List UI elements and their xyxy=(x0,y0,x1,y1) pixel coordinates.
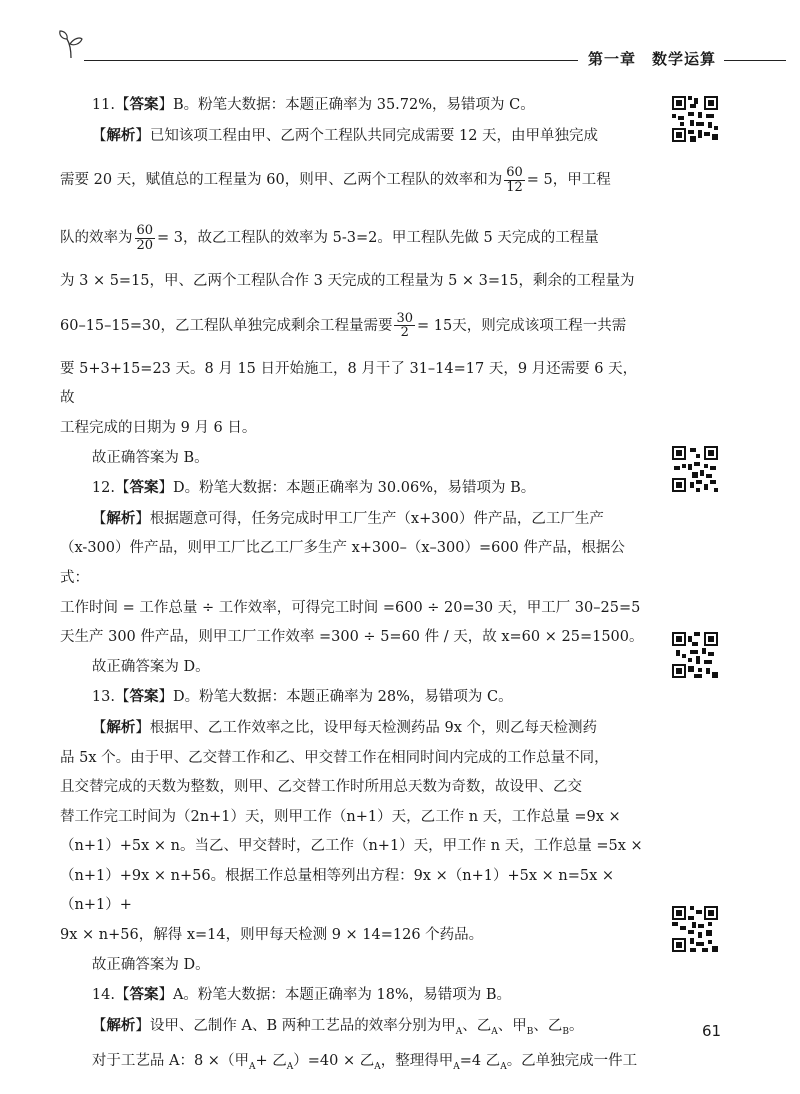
page-header xyxy=(0,0,800,80)
q12-analysis-line: 【解析】根据题意可得，任务完成时甲工厂生产（x+300）件产品，乙工厂生产 xyxy=(91,509,604,527)
fraction: $\frac{30}{2}$ xyxy=(396,310,413,341)
q11-analysis-line: 队的效率为 $\frac{60}{20}$ = 3，故乙工程队的效率为 5-3=2。甲工程队先做 5 天完成的工程量 xyxy=(60,223,599,253)
fraction: $\frac{60}{12}$ xyxy=(506,165,523,195)
q13-conclusion: 故正确答案为 D。 xyxy=(91,956,210,973)
qr-code-icon xyxy=(672,632,718,678)
sprout-icon xyxy=(58,30,84,60)
q12-analysis-line: （x-300）件产品，则甲工厂比乙工厂多生产 x+300–（x–300）=600 件产品，根据公式： xyxy=(60,540,625,586)
q12-answer-line: 12.【答案】D。粉笔大数据：本题正确率为 30.06%，易错项为 B。 xyxy=(91,479,536,497)
fraction: $\frac{60}{20}$ xyxy=(136,223,154,253)
main-content xyxy=(60,90,650,1083)
q13-analysis-line: 品 5x 个。由于甲、乙交替工作和乙、甲交替工作在相同时间内完成的工作总量不同， xyxy=(60,749,609,766)
q13-answer-line: 13.【答案】D。粉笔大数据：本题正确率为 28%，易错项为 C。 xyxy=(91,688,513,706)
header-rule-left xyxy=(84,60,578,61)
q11-analysis-line: 60–15–15=30，乙工程队单独完成剩余工程量需要 $\frac{30}{2}$ = 15天，则完成该项工程一共需 xyxy=(60,310,627,341)
q13-analysis-line: （n+1）+5x × n。当乙、甲交替时，乙工作（n+1）天，甲工作 n 天，工作总量 =5x × xyxy=(60,838,643,855)
q11-analysis-line: 为 3 × 5=15，甲、乙两个工程队合作 3 天完成的工程量为 5 × 3=15，剩余的工程量为 xyxy=(60,273,635,290)
q11-analysis-line: 工程完成的日期为 9 月 6 日。 xyxy=(60,419,257,436)
q13-analysis-line: （n+1）+9x × n+56。根据工作总量相等列出方程：9x ×（n+1）+5x × n=5x ×（n+1）+ xyxy=(60,867,615,914)
chapter-title: 第一章 数学运算 xyxy=(588,50,717,68)
q12-analysis-line: 工作时间 = 工作总量 ÷ 工作效率，可得完工时间 =600 ÷ 20=30 天，甲工厂 30–25=5 xyxy=(60,599,641,616)
q13-analysis-line: 9x × n+56，解得 x=14，则甲每天检测 9 × 14=126 个药品。 xyxy=(60,927,484,944)
q11-answer-line: 11.【答案】B。粉笔大数据：本题正确率为 35.72%，易错项为 C。 xyxy=(91,96,535,113)
q11-analysis-line: 【解析】已知该项工程由甲、乙两个工程队共同完成需要 12 天，由甲单独完成 xyxy=(91,126,599,144)
qr-code-icon xyxy=(672,96,718,142)
qr-code-icon xyxy=(672,446,718,492)
q14-analysis-line: 【解析】设甲、乙制作 A、B 两种工艺品的效率分别为甲$_A$、乙$_A$、甲$_B$、乙$_B$。 xyxy=(91,1016,584,1037)
q11-analysis-line: 需要 20 天，赋值总的工程量为 60，则甲、乙两个工程队的效率和为 $\frac{60}{12}$ = 5，甲工程 xyxy=(60,165,611,195)
q14-analysis-line: 对于工艺品 A：8 ×（甲$_A$+ 乙$_A$）=40 × 乙$_A$，整理得甲$_A$=4 乙$_A$。乙单独完成一件工 xyxy=(91,1053,638,1073)
q12-analysis-line: 天生产 300 件产品，则甲工厂工作效率 =300 ÷ 5=60 件 / 天，故 x=60 × 25=1500。 xyxy=(60,629,644,646)
header-rule-right xyxy=(724,60,786,61)
q12-conclusion: 故正确答案为 D。 xyxy=(91,658,210,675)
page-number: 61 xyxy=(702,1022,722,1040)
q13-analysis-line: 【解析】根据甲、乙工作效率之比，设甲每天检测药品 9x 个，则乙每天检测药 xyxy=(91,718,598,736)
q11-conclusion: 故正确答案为 B。 xyxy=(91,449,209,466)
qr-code-icon xyxy=(672,906,718,952)
q13-analysis-line: 且交替完成的天数为整数，则甲、乙交替工作时所用总天数为奇数，故设甲、乙交 xyxy=(60,779,582,796)
q11-analysis-line: 要 5+3+15=23 天。8 月 15 日开始施工，8 月干了 31–14=17 天，9 月还需要 6 天，故 xyxy=(60,360,638,407)
q13-analysis-line: 替工作完工时间为（2n+1）天，则甲工作（n+1）天，乙工作 n 天，工作总量 =9x × xyxy=(60,808,621,825)
q14-answer-line: 14.【答案】A。粉笔大数据：本题正确率为 18%，易错项为 B。 xyxy=(91,986,512,1004)
